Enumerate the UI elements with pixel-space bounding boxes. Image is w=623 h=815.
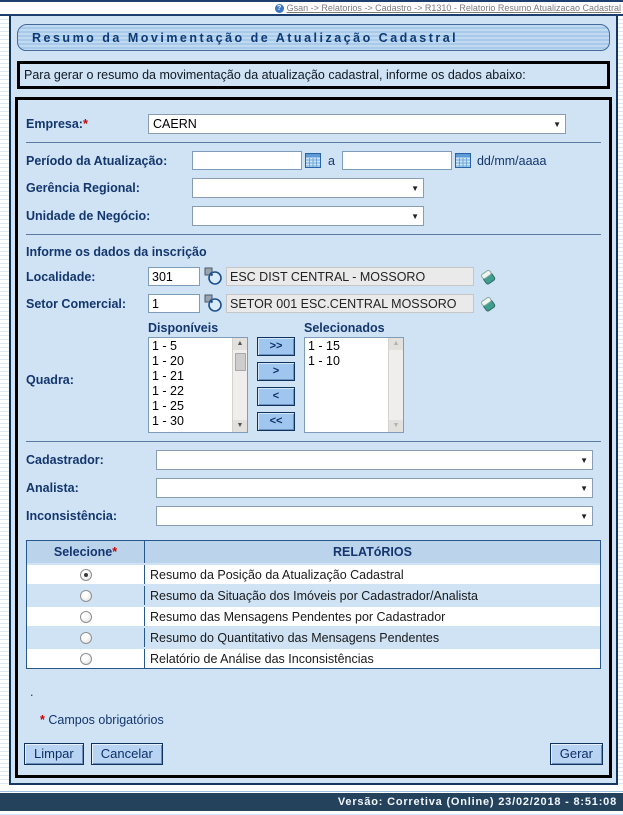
table-row bbox=[27, 563, 600, 584]
chevron-down-icon: ▼ bbox=[580, 483, 588, 493]
scrollbar-thumb[interactable] bbox=[235, 353, 246, 371]
cancelar-button[interactable]: Cancelar bbox=[91, 743, 163, 765]
localidade-row bbox=[26, 267, 601, 286]
limpar-button[interactable]: Limpar bbox=[24, 743, 84, 765]
empresa-selected-value: CAERN bbox=[153, 117, 197, 131]
section-divider bbox=[26, 441, 601, 442]
list-item[interactable]: 1 - 30 bbox=[152, 414, 184, 428]
chevron-down-icon: ▼ bbox=[580, 455, 588, 465]
quadra-selected-header: Selecionados bbox=[304, 321, 385, 335]
main-panel bbox=[9, 16, 618, 785]
breadcrumb-bar bbox=[0, 2, 623, 14]
inscricao-section-header: Informe os dados da inscrição bbox=[26, 245, 207, 259]
footer-divider bbox=[0, 785, 623, 792]
quadra-transfer-buttons bbox=[257, 337, 295, 433]
inconsistencia-select[interactable] bbox=[156, 506, 593, 526]
inconsistencia-label: Inconsistência: bbox=[26, 509, 117, 523]
analista-label: Analista: bbox=[26, 481, 79, 495]
reports-column-header: RELATóRIOS bbox=[333, 545, 412, 559]
setor-row bbox=[26, 294, 601, 313]
unidade-row bbox=[26, 206, 601, 226]
report-label: Resumo do Quantitativo das Mensagens Pendentes bbox=[150, 630, 440, 645]
list-item[interactable]: 1 - 5 bbox=[152, 339, 178, 353]
list-item[interactable]: 1 - 22 bbox=[152, 384, 184, 398]
scrollbar[interactable] bbox=[232, 338, 247, 432]
setor-name-field: SETOR 001 ESC.CENTRAL MOSSORO bbox=[226, 294, 474, 313]
list-item[interactable]: 1 - 25 bbox=[152, 399, 184, 413]
quadra-section bbox=[26, 321, 601, 433]
setor-label: Setor Comercial: bbox=[26, 296, 127, 311]
search-icon[interactable] bbox=[204, 267, 223, 286]
setor-code-input[interactable] bbox=[148, 294, 200, 313]
section-divider bbox=[26, 142, 601, 143]
quadra-selected-list[interactable] bbox=[304, 337, 404, 433]
periodo-between-label: a bbox=[328, 153, 335, 168]
localidade-code-input[interactable] bbox=[148, 267, 200, 286]
inconsistencia-row bbox=[26, 506, 601, 526]
report-form bbox=[15, 97, 612, 778]
chevron-down-icon: ▼ bbox=[411, 211, 419, 221]
localidade-label: Localidade: bbox=[26, 269, 96, 284]
table-row bbox=[27, 626, 600, 647]
report-label: Resumo da Posição da Atualização Cadastral bbox=[150, 567, 404, 582]
page-title: Resumo da Movimentação de Atualização Cadastral bbox=[32, 30, 459, 45]
reports-table bbox=[26, 540, 601, 669]
report-label: Resumo das Mensagens Pendentes por Cadastrador bbox=[150, 609, 446, 624]
move-right-button[interactable]: > bbox=[257, 362, 295, 381]
analista-select[interactable] bbox=[156, 478, 593, 498]
search-icon[interactable] bbox=[204, 294, 223, 313]
report-radio[interactable] bbox=[80, 611, 92, 623]
list-item[interactable]: 1 - 20 bbox=[152, 354, 184, 368]
table-row bbox=[27, 647, 600, 668]
empresa-label: Empresa: bbox=[26, 117, 83, 131]
analista-row bbox=[26, 478, 601, 498]
gerar-button[interactable]: Gerar bbox=[550, 743, 603, 765]
section-divider bbox=[26, 234, 601, 235]
move-all-left-button[interactable]: << bbox=[257, 412, 295, 431]
cadastrador-row bbox=[26, 450, 601, 470]
report-radio[interactable] bbox=[80, 632, 92, 644]
version-footer bbox=[0, 793, 623, 811]
required-note-text: Campos obrigatórios bbox=[48, 713, 164, 727]
calendar-icon[interactable] bbox=[305, 153, 321, 168]
scroll-down-icon[interactable]: ▼ bbox=[389, 420, 403, 432]
list-item[interactable]: 1 - 21 bbox=[152, 369, 184, 383]
eraser-icon[interactable] bbox=[479, 295, 497, 313]
empresa-required-asterisk: * bbox=[82, 117, 88, 131]
chevron-down-icon: ▼ bbox=[411, 183, 419, 193]
date-format-hint: dd/mm/aaaa bbox=[476, 153, 547, 168]
quadra-available-header: Disponíveis bbox=[148, 321, 219, 335]
move-left-button[interactable]: < bbox=[257, 387, 295, 406]
cadastrador-select[interactable] bbox=[156, 450, 593, 470]
localidade-name-field: ESC DIST CENTRAL - MOSSORO bbox=[226, 267, 474, 286]
help-icon[interactable]: ? bbox=[275, 4, 284, 13]
eraser-icon[interactable] bbox=[479, 268, 497, 286]
quadra-label: Quadra: bbox=[26, 373, 74, 387]
reports-table-header bbox=[27, 541, 600, 563]
dot-text: . bbox=[30, 685, 34, 699]
instruction-box bbox=[17, 61, 610, 89]
scrollbar[interactable] bbox=[388, 338, 403, 432]
report-radio[interactable] bbox=[80, 653, 92, 665]
select-column-header: Selecione bbox=[53, 545, 113, 559]
periodo-end-input[interactable] bbox=[342, 151, 452, 170]
chevron-down-icon: ▼ bbox=[580, 511, 588, 521]
gerencia-select[interactable] bbox=[192, 178, 424, 198]
scroll-down-icon[interactable]: ▼ bbox=[233, 420, 247, 432]
action-buttons-row bbox=[24, 743, 603, 765]
page-title-bar bbox=[17, 24, 610, 51]
report-label: Relatório de Análise das Inconsistências bbox=[150, 651, 374, 666]
instruction-text: Para gerar o resumo da movimentação da atualização cadastral, informe os dados abaixo: bbox=[24, 68, 526, 82]
move-all-right-button[interactable]: >> bbox=[257, 337, 295, 356]
report-radio[interactable] bbox=[80, 590, 92, 602]
calendar-icon[interactable] bbox=[455, 153, 471, 168]
table-row bbox=[27, 584, 600, 605]
select-required-asterisk: * bbox=[112, 545, 118, 559]
list-item[interactable]: 1 - 15 bbox=[308, 339, 340, 353]
breadcrumb[interactable]: Gsan -> Relatorios -> Cadastro -> R1310 - Relatorio Resumo Atualizacao Cadastral bbox=[286, 3, 621, 13]
periodo-start-input[interactable] bbox=[192, 151, 302, 170]
table-row bbox=[27, 605, 600, 626]
empresa-row bbox=[26, 114, 601, 134]
gerencia-row bbox=[26, 178, 601, 198]
version-text: Versão: Corretiva (Online) 23/02/2018 - 8:51:08 bbox=[337, 796, 617, 808]
report-label: Resumo da Situação dos Imóveis por Cadastrador/Analista bbox=[150, 588, 478, 603]
required-note-asterisk: * bbox=[40, 713, 45, 727]
scroll-up-icon[interactable]: ▲ bbox=[389, 338, 403, 350]
scroll-up-icon[interactable]: ▲ bbox=[233, 338, 247, 350]
chevron-down-icon: ▼ bbox=[553, 119, 561, 129]
periodo-row bbox=[26, 151, 601, 170]
empresa-select[interactable] bbox=[148, 114, 566, 134]
list-item[interactable]: 1 - 10 bbox=[308, 354, 340, 368]
unidade-label: Unidade de Negócio: bbox=[26, 209, 151, 223]
cadastrador-label: Cadastrador: bbox=[26, 453, 104, 467]
periodo-label: Período da Atualização: bbox=[26, 153, 168, 168]
unidade-select[interactable] bbox=[192, 206, 424, 226]
quadra-available-list[interactable] bbox=[148, 337, 248, 433]
gerencia-label: Gerência Regional: bbox=[26, 181, 140, 195]
report-radio[interactable] bbox=[80, 569, 92, 581]
